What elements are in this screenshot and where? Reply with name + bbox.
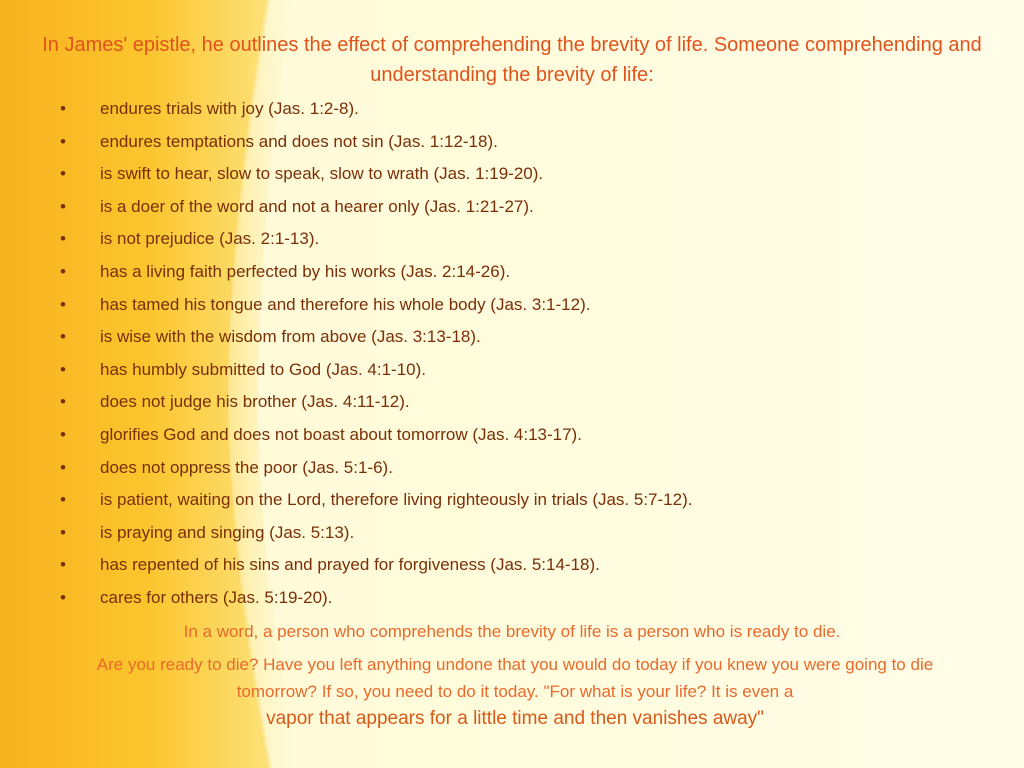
bullet-icon: • (60, 490, 66, 510)
list-item-text: has tamed his tongue and therefore his whole body (Jas. 3:1-12). (100, 294, 591, 314)
list-item (0, 93, 1000, 126)
bullet-icon: • (60, 392, 66, 412)
list-item-text: is patient, waiting on the Lord, therefore living righteously in trials (Jas. 5:7-12). (100, 490, 693, 510)
list-item-text: does not oppress the poor (Jas. 5:1-6). (100, 457, 393, 477)
list-item (0, 484, 1000, 517)
list-item (0, 452, 1000, 485)
intro-paragraph: In James' epistle, he outlines the effect of comprehending the brevity of life. Someone comprehending and understanding the brevity of life: (42, 34, 982, 86)
summary-line: In a word, a person who comprehends the brevity of life is a person who is ready to die. (183, 622, 841, 641)
list-item-text: has repented of his sins and prayed for forgiveness (Jas. 5:14-18). (100, 555, 600, 575)
list-item-text: endures temptations and does not sin (Jas. 1:12-18). (100, 131, 498, 151)
list-item-text: has humbly submitted to God (Jas. 4:1-10). (100, 359, 426, 379)
bullet-icon: • (60, 522, 66, 542)
closing-question-text: Are you ready to die? Have you left anything undone that you would do today if you knew you were going to die tomorrow? If so, you need to do it today. "For what is your life? It is even a (96, 655, 934, 701)
list-item-text: endures trials with joy (Jas. 1:2-8). (100, 99, 359, 118)
list-item-text: is not prejudice (Jas. 2:1-13). (100, 229, 320, 249)
bullet-icon: • (60, 359, 66, 379)
list-item-text: is swift to hear, slow to speak, slow to wrath (Jas. 1:19-20). (100, 164, 544, 184)
bullet-icon: • (60, 424, 66, 444)
bullet-icon: • (60, 294, 66, 314)
list-item (0, 223, 1000, 256)
closing-question (60, 651, 970, 732)
list-item-text: does not judge his brother (Jas. 4:11-12). (100, 392, 410, 412)
list-item-text: is praying and singing (Jas. 5:13). (100, 522, 355, 542)
bullet-icon: • (60, 196, 66, 216)
list-item-text: glorifies God and does not boast about tomorrow (Jas. 4:13-17). (100, 424, 582, 444)
bullet-icon: • (60, 164, 66, 184)
list-item (0, 126, 1000, 159)
bullet-icon: • (60, 99, 66, 118)
traits-list (0, 93, 1000, 615)
list-item-text: cares for others (Jas. 5:19-20). (100, 587, 333, 607)
list-item (0, 517, 1000, 550)
list-item (0, 386, 1000, 419)
bullet-icon: • (60, 327, 66, 347)
closing-verse-text: vapor that appears for a little time and then vanishes away" (266, 708, 764, 729)
list-item (0, 256, 1000, 289)
list-item (0, 321, 1000, 354)
list-item-text: is a doer of the word and not a hearer only (Jas. 1:21-27). (100, 196, 534, 216)
list-item (0, 549, 1000, 582)
list-item-text: has a living faith perfected by his works (Jas. 2:14-26). (100, 261, 511, 281)
bullet-icon: • (60, 131, 66, 151)
bullet-icon: • (60, 555, 66, 575)
list-item (0, 191, 1000, 224)
list-item (0, 158, 1000, 191)
bullet-icon: • (60, 457, 66, 477)
bullet-icon: • (60, 229, 66, 249)
bullet-icon: • (60, 587, 66, 607)
list-item (0, 419, 1000, 452)
list-item (0, 354, 1000, 387)
bullet-icon: • (60, 261, 66, 281)
list-item (0, 289, 1000, 322)
list-item-text: is wise with the wisdom from above (Jas. 3:13-18). (100, 327, 481, 347)
list-item (0, 582, 1000, 615)
